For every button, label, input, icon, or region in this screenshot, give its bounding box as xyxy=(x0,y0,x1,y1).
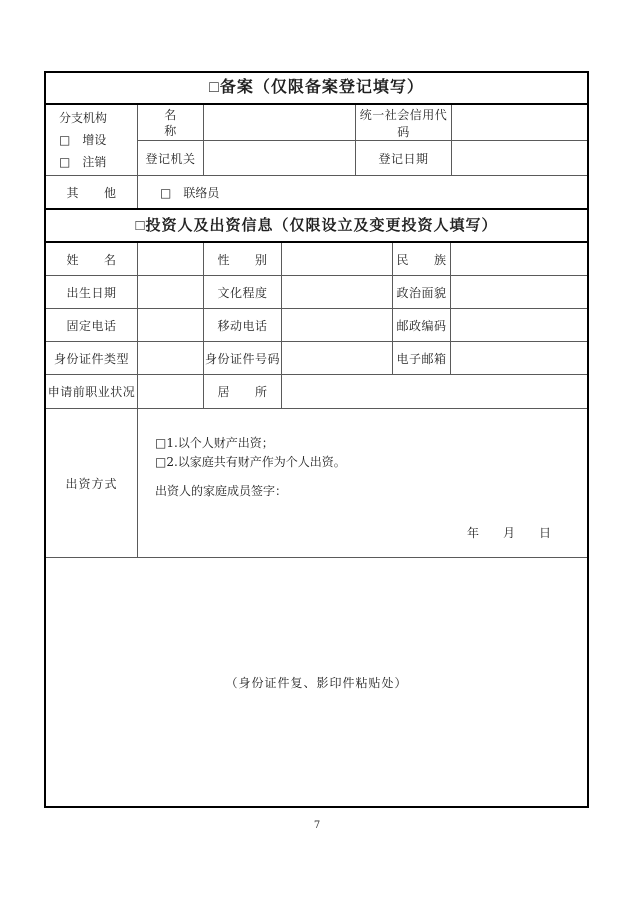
residence-label: 居 所 xyxy=(204,375,282,408)
id-type-value-cell xyxy=(138,342,204,375)
mobile-phone-value-cell xyxy=(282,309,393,342)
reg-authority-value-cell xyxy=(204,141,356,176)
id-number-value-cell xyxy=(282,342,393,375)
branch-org-cell xyxy=(46,105,138,176)
education-value-cell xyxy=(282,276,393,309)
education-label: 文化程度 xyxy=(204,276,282,309)
landline-phone-label: 固定电话 xyxy=(46,309,138,342)
id-number-label: 身份证件号码 xyxy=(204,342,282,375)
pre-application-occupation-value-cell xyxy=(138,375,204,408)
pre-application-occupation-label: 申请前职业状况 xyxy=(46,375,138,408)
reg-authority-label: 登记机关 xyxy=(138,141,204,176)
email-label: 电子邮箱 xyxy=(393,342,451,375)
investor-section-title: □投资人及出资信息（仅限设立及变更投资人填写） xyxy=(46,208,587,243)
contribution-method-row xyxy=(46,408,587,557)
birth-date-label: 出生日期 xyxy=(46,276,138,309)
political-status-label: 政治面貌 xyxy=(393,276,451,309)
id-type-label: 身份证件类型 xyxy=(46,342,138,375)
credit-code-value-cell xyxy=(452,105,587,141)
email-value-cell xyxy=(451,342,587,375)
contribution-method-content xyxy=(138,409,587,557)
id-copy-paste-caption: （身份证件复、影印件粘贴处） xyxy=(225,675,408,690)
contribution-method-label: 出资方式 xyxy=(46,409,138,557)
reg-date-label: 登记日期 xyxy=(356,141,452,176)
contribution-option-personal: □1.以个人财产出资； xyxy=(155,436,274,450)
name-value-cell xyxy=(204,105,356,141)
branch-cancel-checkbox: □ 注销 xyxy=(59,155,107,169)
id-copy-paste-area xyxy=(46,557,587,806)
gender-value-cell xyxy=(282,243,393,276)
mobile-phone-label: 移动电话 xyxy=(204,309,282,342)
date-line: 年 月 日 xyxy=(466,526,551,540)
birth-date-value-cell xyxy=(138,276,204,309)
ethnicity-value-cell xyxy=(451,243,587,276)
contribution-option-family: □2.以家庭共有财产作为个人出资。 xyxy=(155,455,346,469)
postal-code-label: 邮政编码 xyxy=(393,309,451,342)
filing-section-title: □备案（仅限备案登记填写） xyxy=(46,73,587,105)
page-number: 7 xyxy=(313,820,321,831)
credit-code-label: 统一社会信用代码 xyxy=(356,105,452,141)
postal-code-value-cell xyxy=(451,309,587,342)
other-label: 其 他 xyxy=(46,176,138,208)
landline-phone-value-cell xyxy=(138,309,204,342)
residence-value-cell xyxy=(282,375,587,408)
full-name-label: 姓 名 xyxy=(46,243,138,276)
branch-add-checkbox: □ 增设 xyxy=(59,133,107,147)
investor-section-grid xyxy=(46,243,587,408)
registration-form-table xyxy=(44,71,589,808)
political-status-value-cell xyxy=(451,276,587,309)
gender-label: 性 别 xyxy=(204,243,282,276)
ethnicity-label: 民 族 xyxy=(393,243,451,276)
family-signature-label: 出资人的家庭成员签字： xyxy=(155,484,288,498)
liaison-checkbox-label: □ 联络员 xyxy=(160,185,220,200)
reg-date-value-cell xyxy=(452,141,587,176)
branch-org-label: 分支机构 xyxy=(59,111,108,125)
filing-section-grid xyxy=(46,105,587,208)
full-name-value-cell xyxy=(138,243,204,276)
name-label: 名 称 xyxy=(138,105,204,141)
